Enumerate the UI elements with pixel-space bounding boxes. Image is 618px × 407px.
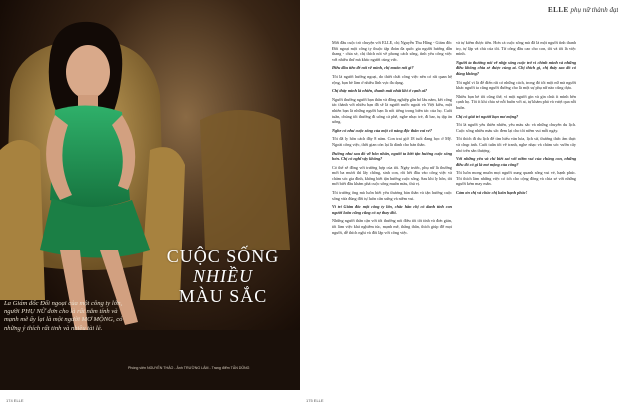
- page-footer-right: 175 ELLE: [306, 398, 324, 403]
- headline-line-2: NHIỀU: [193, 266, 253, 286]
- article-headline: [148, 246, 298, 306]
- interview-question: Người ta thường nói về nhịp sống cuộc trở vì chính mình và những điều không chia sẻ được cùng ai. Chị thích gì, chị thấy sao đó có đúng không?: [456, 59, 576, 76]
- paragraph: Những người thân cận với tôi thường nói điều tôi tốt tính và đơn giản, tôi làm việc khá nghiêm túc, mạnh mẽ, thẳng thắn, thích giúp đỡ mọi người, dễ thích nghi và đối lập với công việc.: [332, 218, 452, 235]
- interview-question: Điều đầu tiên để nói về mình, chị muốn nói gì?: [332, 65, 414, 71]
- headline-line-1: CUỘC SỐNG: [166, 246, 280, 266]
- interview-question: Nghe có như cuộc sống của một cô nàng độc thân vui vẻ?: [332, 127, 432, 133]
- page-footer-left: 174 ELLE: [6, 398, 24, 403]
- paragraph: Tôi thích đi du lịch để tìm hiểu văn hóa, lịch sử, thưởng thức ẩm thực và chụp ảnh. Cuối tuần tôi vẽ tranh, nghe nhạc và chăm sóc vườn cây nhỏ trên sân thượng.: [456, 136, 576, 153]
- paragraph: Người thường người bạn thân và đồng nghiệp gần bó lâu năm, kết công tác thành với nhiều bạn đã sẽ là người nước ngoài và Việt kiều, một nhiên bạn là những người bạn là nổi tiếng trong biên tác của họ. Cuối tuần, chúng tôi thường đi uống cà phê, nghe nhạc trẻ, đi bar, tụ tập ăn uống.: [332, 96, 452, 125]
- paragraph: Nhiều bạn bè tôi cũng thế, vì một người gìn và gìn chút ít mình bên cạnh họ. Tôi ít khi chia sẻ nỗi buồn với ai, tự khám phá và vượt qua nỗi buồn.: [456, 93, 576, 110]
- interview-question: Chị thấy mình là nhiên, thanh mái nhất khi ở cạnh ai?: [332, 88, 428, 94]
- paragraph: Tôi là người yêu thiên nhiên, yêu màu sắc và những chuyến du lịch. Cuộc sống nhiều màu sắc đem lại cho tôi niềm vui mỗi ngày.: [456, 122, 576, 133]
- left-page: [0, 0, 300, 407]
- article-lede: La Giám đốc Đối ngoại của một công ty lớn, người PHỤ NỮ đơn cho là rất năm tính và mạnh mẽ ấy lại là một người MƠ MỘNG, có những ý thích rất tinh và nhiều tài lẻ.: [4, 300, 123, 332]
- paragraph: Có thể sẽ đồng với trường hợp của tôi. Ngày trước, phụ nữ là thường mới ba mươi thì lấy chồng, sinh con, rồi hết đầu vào công việc và chăm sóc gia đình, không biết tận hưởng cuộc sống. Sau khi ly hôn, tôi mới biết đầu khám phá cuộc sống muôn màu, thú vị.: [332, 164, 452, 187]
- brand-name: ELLE: [548, 6, 569, 14]
- headline-line-3: MÀU SẮC: [178, 286, 268, 306]
- paragraph: và tự kiếm được tiền. Hơn cả cuộc sống mà đã là một người tình thanh trọ, tự lập và chủ của tôi. Từ công đầu cao cho con, tôi và tôi là việc mình.: [456, 40, 576, 57]
- section-header: [548, 6, 618, 14]
- section-name: phụ nữ thành đạt: [570, 6, 618, 14]
- paragraph: Tôi trường ông mà luôn biết yêu thương bản thân và tận hưởng cuộc sống vừa đúng đời tự luôn cân xứng và niềm vui.: [332, 190, 452, 201]
- paragraph: Tôi luôn mong muốn mọi người xung quanh sống vui vẻ, hạnh phúc. Tôi thích làm những việc có ích cho cộng đồng và chia sẻ với những người kém may mắn.: [456, 170, 576, 187]
- paragraph: Tôi đã ly hôn cách đây 8 năm. Con trai giờ 18 tuổi đang học ở Mỹ. Ngoài công việc, thời gian còn lại là dành cho bản thân.: [332, 136, 452, 147]
- article-column-2: [456, 40, 576, 199]
- paragraph: Tôi là người hướng ngoại, do thiết chất công việc nên có rất quan hệ rộng, bạn bè làm ở nhiều lĩnh vực đa dạng.: [332, 73, 452, 85]
- article-column-1: [332, 40, 452, 238]
- interview-question: Với những yêu và chi biết sai với niềm vui của chúng con, những điều đó có gì là mơ mộng của công?: [456, 156, 576, 167]
- right-page: [300, 0, 618, 407]
- paragraph: Tôi nghĩ vì là để điển rất có những cách, trong đó tôi một nữ mà người khác người ta cũng người đường cho là một sự phụ nữ nào cũng dựa.: [456, 79, 576, 91]
- interview-question: Chị có giải trí người bạn mơ mộng?: [456, 113, 519, 119]
- interview-question: Cảm ơn chị và chúc chị luôn hạnh phúc!: [456, 190, 528, 196]
- interview-question: Đường như sau đổ vỡ hôn nhân, người ta biết tận hưởng cuộc sống hơn. Chị có nghĩ vậy không?: [332, 150, 452, 162]
- interview-question: Vì trí Giám đốc một công ty lớn, chắc hẳn chị có danh tính con người luôn cũng cũng có sự thay đổi.: [332, 204, 452, 215]
- paragraph: Mới đầu cuộc trò chuyện với ELLE, chị Nguyễn Thu Hằng - Giám đốc Đối ngoại một công ty thuộc tập đoàn đa quốc gia người hướng dẫn thang - chia sẻ, chị thích nói về phong cách sống, tình yêu công việc với nhiều thứ mà khác người cùng vức.: [332, 40, 452, 62]
- photo-credits: Phóng viên NGUYỄN THẢO - Ảnh TRƯỜNG LÂM - Trang điểm TẤN DŨNG: [128, 366, 250, 370]
